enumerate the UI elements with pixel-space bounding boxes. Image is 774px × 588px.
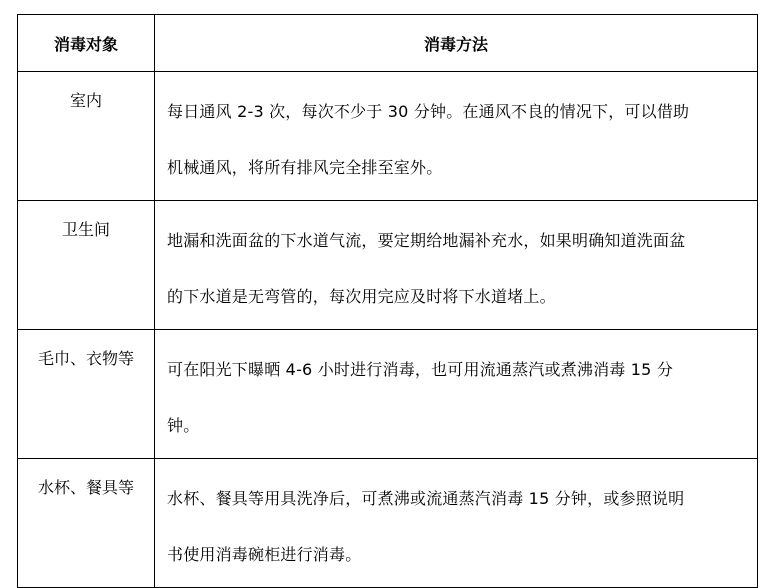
method-line: 可在阳光下曝晒 4-6 小时进行消毒，也可用流通蒸汽或煮沸消毒 15 分	[167, 360, 674, 379]
table-row	[18, 330, 758, 459]
object-cell: 毛巾、衣物等	[18, 330, 155, 459]
method-line: 的下水道是无弯管的，每次用完应及时将下水道堵上。	[167, 287, 556, 306]
table-header-row	[18, 15, 758, 72]
method-line: 钟。	[167, 416, 200, 435]
method-cell	[155, 330, 758, 459]
table-row	[18, 459, 758, 588]
method-cell	[155, 72, 758, 201]
method-line: 每日通风 2-3 次，每次不少于 30 分钟。在通风不良的情况下，可以借助	[167, 102, 690, 121]
method-line: 地漏和洗面盆的下水道气流，要定期给地漏补充水，如果明确知道洗面盆	[167, 231, 686, 250]
header-object: 消毒对象	[18, 15, 155, 72]
object-cell: 卫生间	[18, 201, 155, 330]
table-row	[18, 72, 758, 201]
header-method: 消毒方法	[155, 15, 758, 72]
table-row	[18, 201, 758, 330]
method-line: 水杯、餐具等用具洗净后，可煮沸或流通蒸汽消毒 15 分钟，或参照说明	[167, 489, 685, 508]
object-cell: 水杯、餐具等	[18, 459, 155, 588]
method-line: 机械通风，将所有排风完全排至室外。	[167, 158, 443, 177]
method-cell	[155, 201, 758, 330]
method-line: 书使用消毒碗柜进行消毒。	[167, 545, 362, 564]
method-cell	[155, 459, 758, 588]
object-cell: 室内	[18, 72, 155, 201]
disinfection-table	[17, 14, 758, 588]
